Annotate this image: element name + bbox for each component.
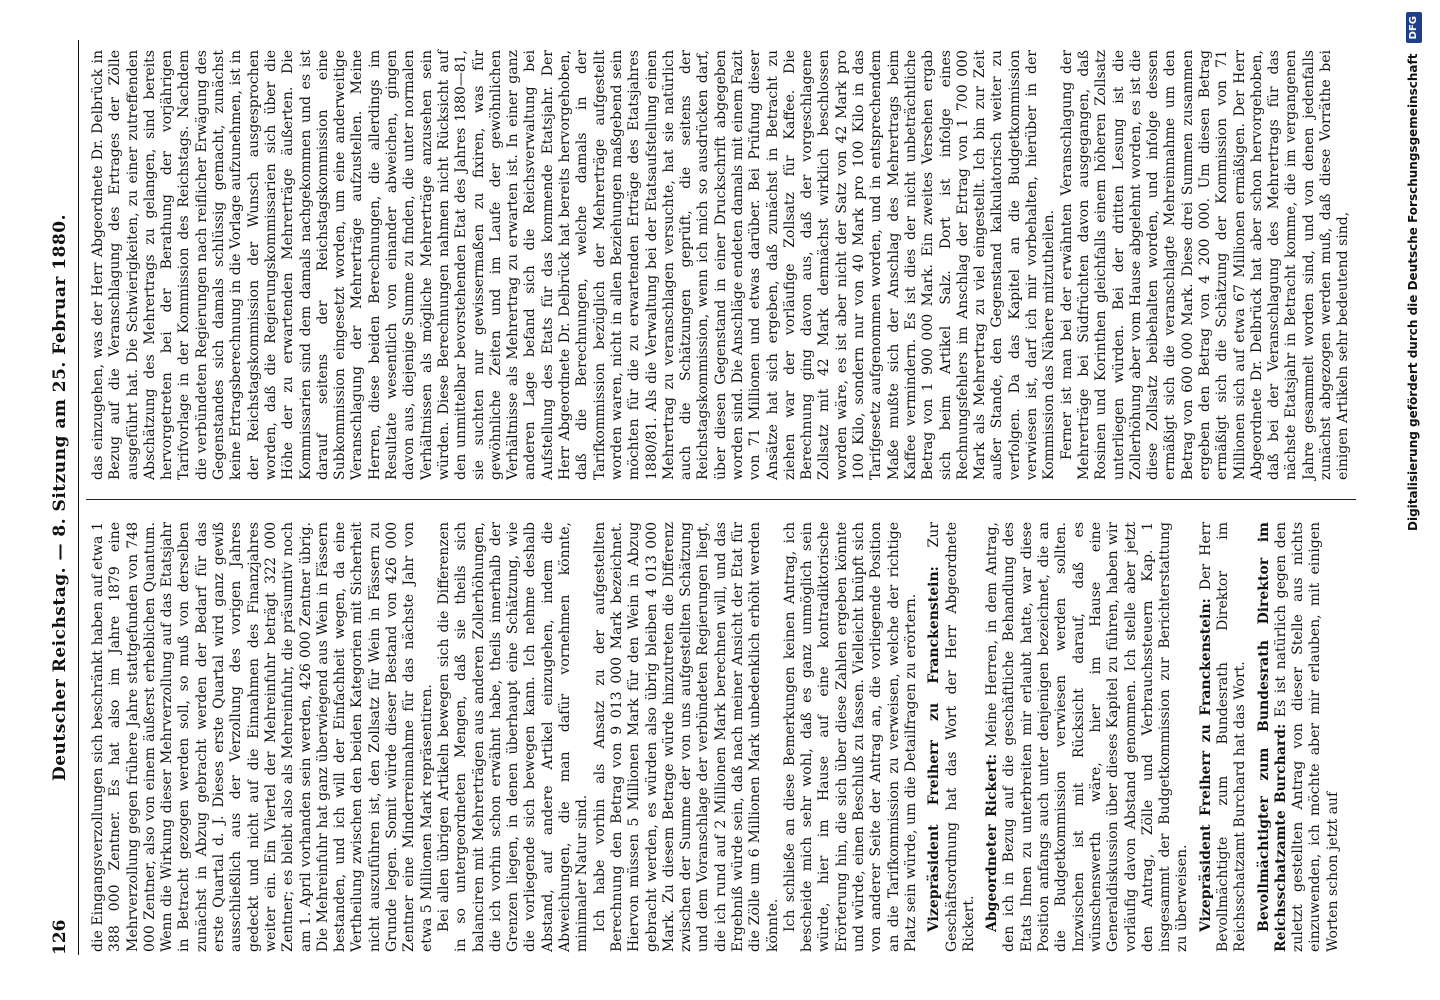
speech-paragraph [1256,522,1342,952]
digitization-notice [1400,0,1440,1000]
speaker-name: Vizepräsident Freiherr zu Franckenstein: [1197,598,1214,932]
body-paragraph: Ich schließe an diese Bemerkungen keinen Antrag, ich bescheide mich sehr wohl, daß es ganz unmöglich sein würde, hier im Hause auf eine kontradiktorische Erörterung hin, die sich über diese Zahlen ergeben könnte und würde, einen Beschluß zu fassen. Vielleicht knüpft sich von anderer Seite der Antrag an, die vorliegende Position an die Tarifkommission zu verweisen, welche der richtige Platz sein würde, um die Detailfragen zu erörtern. [781,522,919,952]
right-column [90,50,1352,480]
header-rule [78,40,79,955]
speech-paragraph [1198,522,1250,952]
left-column [90,522,1348,952]
body-paragraph: die Eingangsverzollungen sich beschränkt haben auf etwa 1 388 000 Zentner. Es hat also im Jahre 1879 eine Mehrverzollung gegen frühere Jahre stattgefunden von 748 000 Zentner, also von einem äußerst erheblichen Quantum. Wenn die Wirkung dieser Mehrverzollung auf das Etatsjahr in Betracht gezogen werden soll, so muß von derselben zunächst in Abzug gebracht werden der Bedarf für das erste Quartal d. J. Dieses erste Quartal wird ganz gewiß ausschließlich aus der Verzollung des vorigen Jahres gedeckt und nicht auf die Einnahmen des Finanzjahres weiter ein. Ein Viertel der Mehreinfuhr beträgt 322 000 Zentner; es bleibt also als Mehreinfuhr, die präsumtiv noch am 1. April vorhanden sein werden, 426 000 Zentner übrig. Die Mehreinfuhr hat ganz überwiegend aus Wein in Fässern bestanden, und ich will der Einfachheit wegen, da eine Vertheilung zwischen den beiden Kategorien mit Sicherheit nicht auszuführen ist, den Zollsatz für Wein in Fässern zu Grunde legen. Somit würde dieser Bestand von 426 000 Zentner eine Minderreinnahme für das nächste Jahr von etwa 5 Millionen Mark repräsentiren. [90,522,435,952]
body-paragraph: das einzugehen, was der Herr Abgeordnete Dr. Delbrück in Bezug auf die Veranschlagung des Ertrages der Zölle ausgeführt hat. Die Schwierigkeiten, zu einer zutreffenden Abschätzung des Mehrertrags zu gelangen, sind bereits hervorgetreten bei der Berathung der vorjährigen Tarifvorlage in der Kommission des Reichstags. Nachdem die verbündeten Regierungen nach reiflicher Erwägung des Gegenstandes sich damals schlüssig gemacht, zunächst keine Ertragsberechnung in die Vorlage aufzunehmen, ist in der Reichstagskommission der Wunsch ausgesprochen worden, daß die Regierungskommissarien sich über die Höhe der zu erwartenden Mehrerträge äußerten. Die Kommissarien sind dem damals nachgekommen und es ist darauf seitens der Reichstagskommission eine Subkommission eingesetzt worden, um eine anderweitige Veranschlagung der Mehrerträge aufzustellen. Meine Herren, diese beiden Berechnungen, die allerdings im Resultate wesentlich von einander abweichen, gingen davon aus, diejenige Summe zu finden, die unter normalen Verhältnissen als mögliche Mehrerträge anzusehen sein würden. Diese Berechnungen nahmen nicht Rücksicht auf den unmittelbar bevorstehenden Etat des Jahres 1880—81, sie suchten nur gewissermaßen zu fixiren, was für gewöhnliche Zeiten und im Laufe der gewöhnlichen Verhältnisse als Mehrertrag zu erwarten ist. In einer ganz anderen Lage befand sich die Reichsverwaltung bei Aufstellung des Etats für das kommende Etatsjahr. Der Herr Abgeordnete Dr. Delbrück hat bereits hervorgehoben, daß die Berechnungen, welche damals in der Tarifkommission bezüglich der Mehrerträge aufgestellt worden waren, nicht in allen Beziehungen maßgebend sein möchten für die zu erwartenden Erträge des Etatsjahres 1880/81. Als die Verwaltung bei der Etatsaufstellung einen Mehrertrag zu veranschlagen versuchte, hat sie natürlich auch die Schätzungen geprüft, die seitens der Reichstagskommission, wenn ich mich so ausdrücken darf, über diesen Gegenstand in einer Druckschrift abgegeben worden sind. Die Anschläge endeten damals mit einem Fazit von 71 Millionen und etwas darüber. Bei Prüfung dieser Ansätze hat sich ergeben, daß zunächst in Betracht zu ziehen war der vorläufige Zollsatz für Kaffee. Die Berechnung ging davon aus, daß der vorgeschlagene Zollsatz mit 42 Mark demnächst wirklich beschlossen worden wäre, es ist aber nicht der Satz von 42 Mark pro 100 Kilo, sondern nur von 40 Mark pro 100 Kilo in das Tarifgesetz aufgenommen worden, und in entsprechendem Maße mußte sich der Anschlag des Mehrertrags beim Kaffee vermindern. Es ist dies der nicht unbeträchtliche Betrag von 1 900 000 Mark. Ein zweites Versehen ergab sich beim Artikel Salz. Dort ist infolge eines Rechnungsfehlers im Anschlag der Ertrag von 1 700 000 Mark als Mehrertrag zu viel eingestellt. Ich bin zur Zeit außer Stande, den Gegenstand kalkulatorisch weiter zu verfolgen. Da das Kapitel an die Budgetkommission verwiesen ist, darf ich mir vorbehalten, hierüber in der Kommission das Nähere mitzutheilen. [90,50,1058,480]
digitization-notice-text: Digitalisierung gefördert durch die Deutsche Forschungsgemeinschaft [1406,53,1420,531]
speech-paragraph [984,522,1192,952]
page-header [44,40,76,955]
speaker-name: Bevollmächtigter zum Bundesrath Direktor im Reichsschatzamte Burchard: [1255,522,1289,952]
running-title: Deutscher Reichstag. — 8. Sitzung am 25. Februar 1880. [50,213,70,782]
speech-text: Zur Geschäftsordnung hat das Wort der Herr Abgeordnete Rickert. [926,522,977,952]
dfg-logo: DFG [1406,12,1422,43]
speech-text: Der Herr Bevollmächtigte zum Bundesrath Direktor im Reichsschatzamt Burchard hat das Wort. [1197,521,1249,952]
speech-text: Meine Herren, in dem Antrag, den ich in Bezug auf die geschäftliche Behandlung des Etats Ihnen zu unterbreiten mir erlaubt hatte, war diese Position anfangs auch unter denjenigen bezeichnet, die an die Budgetkommission verwiesen werden sollten. Inzwischen ist mit Rücksicht darauf, daß es wünschenswerth wäre, hier im Hause eine Generaldiskussion über dieses Kapitel zu führen, haben wir vorläufig davon Abstand genommen. Ich stelle aber jetzt den Antrag, Zölle und Verbrauchssteuern Kap. 1 insgesammt der Budgetkommission zur Berichterstattung zu überweisen. [984,522,1191,952]
speech-text: Es ist natürlich gegen den zuletzt gestellten Antrag von dieser Stelle aus nichts einzuwenden, ich möchte aber mir erlauben, mit einigen Worten schon jetzt auf [1272,522,1341,952]
body-paragraph: Ich habe vorhin als Ansatz zu der aufgestellten Berechnung den Betrag von 9 013 000 Mark bezeichnet. Hiervon müssen 5 Millionen Mark für den Wein in Abzug gebracht werden, es würden also übrig bleiben 4 013 000 Mark. Zu diesem Betrage würde hinzutreten die Differenz zwischen der Summe der von uns aufgestellten Schätzung und dem Voranschlage der verbündeten Regierungen liegt, die ich rund auf 2 Millionen Mark berechnen will, und das Ergebniß würde sein, daß nach meiner Ansicht der Etat für die Zölle um 6 Millionen Mark unbedenklich erhöht werden könnte. [591,522,781,952]
body-paragraph: Ferner ist man bei der erwähnten Veranschlagung der Mehrerträge bei Südfrüchten davon ausgegangen, daß Rosinen und Korinthen gleichfalls einem höheren Zollsatz unterliegen würden. Bei der dritten Lesung ist die Zollerhöhung aber vom Hause abgelehnt worden, es ist die diese Zollsatz beibehalten worden, und infolge dessen ermäßigt sich die veranschlagte Mehreinnahme um den Betrag von 600 000 Mark. Diese drei Summen zusammen ergeben den Betrag von 4 200 000. Um diesen Betrag ermäßigt sich die Schätzung der Kommission von 71 Millionen sich auf etwa 67 Millionen ermäßigen. Der Herr Abgeordnete Dr. Delbrück hat aber schon hervorgehoben, daß bei der Veranschlagung des Mehrertrags für das nächste Etatsjahr in Betracht komme, die im vergangenen Jahre gesammelt worden sind, und von denen jedenfalls zunächst abgezogen werden muß, daß diese Vorräthe bei einigen Artikeln sehr bedeutend sind, [1058,50,1352,480]
speech-paragraph [926,522,978,952]
body-paragraph: Bei allen übrigen Artikeln bewegen sich die Differenzen in so untergeordneten Mengen, daß sie theils sich balanciren mit Mehrerträgen aus anderen Zollerhöhungen, die ich vorhin schon erwähnt habe, theils innerhalb der Grenzen liegen, in denen überhaupt eine Schätzung, wie die vorliegende sich bewegen kann. Ich nehme deshalb Abstand, auf andere Artikel einzugehen, indem die Abweichungen, die man dafür vornehmen könnte, minimaler Natur sind. [435,522,591,952]
digitization-strip [1392,0,1432,1000]
page-number: 126 [50,919,70,955]
speaker-name: Abgeordneter Rickert: [984,753,1001,932]
speaker-name: Vizepräsident Freiherr zu Franckenstein: [926,566,943,932]
column-divider [86,499,1356,500]
